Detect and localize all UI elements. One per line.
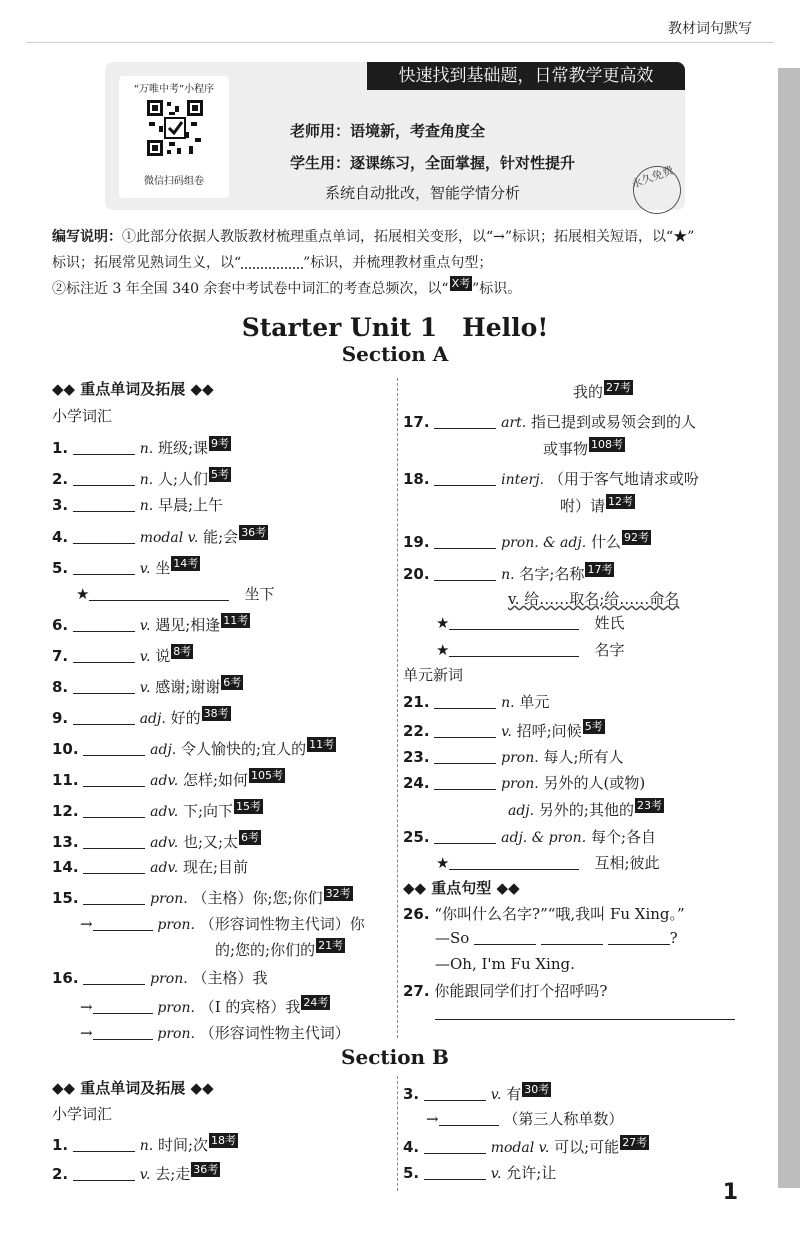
- column-divider: [397, 378, 398, 1038]
- answer-blank[interactable]: [474, 930, 536, 945]
- key-words-heading: ◆◆ 重点单词及拓展 ◆◆: [52, 380, 214, 398]
- list-item: 3. v. 有 30考: [403, 1083, 550, 1103]
- notes-line1: ①此部分依据人教版教材梳理重点单词，拓展相关变形，以“→”标识；拓展相关短语，以“★”: [122, 229, 695, 245]
- exam-badge: 23考: [636, 799, 662, 812]
- exam-badge: 5考: [584, 720, 603, 733]
- extended-meaning: v. 给……取名;给……命名: [508, 590, 680, 608]
- promo-student-line: 学生用：逐课练习，全面掌握，针对性提升: [290, 154, 576, 172]
- list-item: 11. adv. 怎样;如何 105考: [52, 769, 283, 789]
- primary-vocab-heading: 小学词汇: [52, 407, 113, 425]
- list-item: 24. pron. 另外的人(或物): [403, 774, 646, 792]
- cont-text: adj. 另外的;其他的 23考: [508, 799, 662, 819]
- answer-blank[interactable]: [73, 560, 135, 575]
- list-item: 5. v. 坐 14考: [52, 557, 199, 577]
- answer-blank[interactable]: [73, 710, 135, 725]
- phrase-item: ★ 互相;彼此: [436, 854, 660, 872]
- answer-blank[interactable]: [434, 566, 496, 581]
- exam-badge: 14考: [173, 557, 199, 570]
- phrase-item: ★ 坐下: [76, 585, 275, 603]
- list-item: 7. v. 说 8考: [52, 645, 192, 665]
- exam-badge: 15考: [236, 800, 261, 813]
- list-item: 4. modal v. 可以;可能 27考: [403, 1136, 648, 1156]
- qr-box[interactable]: [119, 76, 229, 198]
- answer-blank[interactable]: [93, 1025, 153, 1040]
- exam-badge: 108考: [591, 438, 624, 451]
- exam-badge: 38考: [203, 707, 229, 720]
- qr-title: “万唯中考”小程序: [133, 84, 215, 95]
- answer-blank[interactable]: [435, 1005, 735, 1020]
- answer-blank[interactable]: [93, 916, 153, 931]
- list-item: 25. adj. & pron. 每个;各自: [403, 828, 656, 846]
- sentence-item: 27. 你能跟同学们打个招呼吗?: [403, 982, 608, 1000]
- list-item: 20. n. 名字;名称 17考: [403, 563, 613, 583]
- exam-badge: 18考: [211, 1134, 237, 1147]
- answer-blank[interactable]: [73, 617, 135, 632]
- answer-blank[interactable]: [424, 1086, 486, 1101]
- answer-blank[interactable]: [89, 586, 229, 601]
- qr-caption: 微信扫码组卷: [144, 176, 204, 187]
- page-edge-tab: [778, 68, 800, 1188]
- answer-blank[interactable]: [83, 859, 145, 874]
- list-item: 18. interj. （用于客气地请求或吩: [403, 470, 699, 488]
- answer-blank[interactable]: [73, 679, 135, 694]
- wavy-marker: [241, 257, 303, 269]
- answer-blank[interactable]: [434, 775, 496, 790]
- exam-badge: 9考: [211, 437, 230, 450]
- list-item: 9. adj. 好的 38考: [52, 707, 229, 727]
- promo-banner: 快速找到基础题，日常教学更高效: [367, 62, 685, 90]
- list-item: 6. v. 遇见;相逢 11考: [52, 614, 249, 634]
- primary-vocab-heading: 小学词汇: [52, 1105, 113, 1123]
- exam-badge: 21考: [318, 939, 344, 952]
- list-item: 3. n. 早晨;上午: [52, 496, 224, 514]
- badge-example: X考: [451, 277, 471, 290]
- cont-text: 或事物 108考: [543, 438, 624, 458]
- star-icon: ★: [76, 585, 90, 603]
- promo-system-line: 系统自动批改，智能学情分析: [325, 184, 521, 202]
- exam-badge: 17考: [587, 563, 613, 576]
- free-stamp: 永久免费: [626, 159, 688, 221]
- derived-item: → （第三人称单数）: [426, 1110, 624, 1128]
- phrase-item: ★ 姓氏: [436, 614, 625, 632]
- exam-badge: 92考: [623, 531, 649, 544]
- exam-badge: 11考: [309, 738, 335, 751]
- answer-blank[interactable]: [541, 930, 603, 945]
- cont-text: 咐）请 12考: [560, 495, 634, 515]
- star-icon: ★: [436, 641, 450, 659]
- answer-blank[interactable]: [434, 414, 496, 429]
- sentence-blank-line: [435, 1005, 735, 1024]
- answer-blank[interactable]: [434, 694, 496, 709]
- promo-teacher-line: 老师用：语境新，考查角度全: [290, 122, 486, 140]
- list-item: 21. n. 单元: [403, 693, 550, 711]
- list-item: 14. adv. 现在;目前: [52, 858, 248, 876]
- list-item: 19. pron. & adj. 什么 92考: [403, 531, 649, 551]
- answer-blank[interactable]: [73, 440, 135, 455]
- section-b-title: Section B: [341, 1045, 449, 1069]
- arrow-icon: →: [80, 1024, 93, 1042]
- answer-blank[interactable]: [73, 497, 135, 512]
- list-item: 22. v. 招呼;问候 5考: [403, 720, 603, 740]
- answer-blank[interactable]: [439, 1111, 499, 1126]
- section-a-title: Section A: [341, 342, 449, 366]
- list-item: 23. pron. 每人;所有人: [403, 748, 624, 766]
- answer-blank[interactable]: [424, 1139, 486, 1154]
- editing-notes: [52, 224, 752, 302]
- list-item: 5. v. 允许;让: [403, 1164, 557, 1182]
- sentence-item: 26. “你叫什么名字?”“哦,我叫 Fu Xing。”: [403, 905, 685, 923]
- exam-badge: 36考: [193, 1163, 219, 1176]
- derived-item: → pron. （I 的宾格）我 24考: [80, 996, 329, 1016]
- answer-blank[interactable]: [83, 772, 145, 787]
- sentence-answer: —Oh, I'm Fu Xing.: [435, 955, 575, 973]
- list-item: 2. n. 人;人们 5考: [52, 468, 230, 488]
- answer-blank[interactable]: [424, 1165, 486, 1180]
- answer-blank[interactable]: [608, 930, 670, 945]
- derived-item: → pron. （形容词性物主代词）你: [80, 915, 365, 933]
- header-tag: 教材词句默写: [668, 21, 752, 37]
- exam-badge: 27考: [606, 381, 632, 394]
- list-item: 10. adj. 令人愉快的;宜人的 11考: [52, 738, 335, 758]
- exam-badge: 8考: [173, 645, 192, 658]
- notes-line2a: 标识；拓展常见熟词生义，以“: [52, 255, 242, 271]
- answer-blank[interactable]: [83, 834, 145, 849]
- unit-title: Starter Unit 1 Hello!: [241, 313, 549, 342]
- answer-blank[interactable]: [449, 615, 579, 630]
- list-item: 8. v. 感谢;谢谢 6考: [52, 676, 242, 696]
- list-item: 4. modal v. 能;会 36考: [52, 526, 267, 546]
- list-item: 16. pron. （主格）我: [52, 969, 268, 987]
- list-item: 1. n. 班级;课 9考: [52, 437, 230, 457]
- exam-badge: 105考: [251, 769, 283, 782]
- list-item: 15. pron. （主格）你;您;你们 32考: [52, 887, 351, 907]
- answer-blank[interactable]: [83, 890, 145, 905]
- answer-blank[interactable]: [83, 741, 145, 756]
- answer-blank[interactable]: [434, 534, 496, 549]
- notes-label: 编写说明：: [52, 229, 122, 245]
- phrase-item: ★ 名字: [436, 641, 625, 659]
- list-item: 1. n. 时间;次 18考: [52, 1134, 237, 1154]
- answer-blank[interactable]: [73, 1137, 135, 1152]
- answer-blank[interactable]: [73, 471, 135, 486]
- cont-text: 我的 27考: [573, 381, 632, 401]
- qr-code-icon: [145, 98, 205, 158]
- answer-blank[interactable]: [83, 970, 145, 985]
- sentence-blank-line: —So ?: [435, 929, 678, 947]
- exam-badge: 32考: [325, 887, 351, 900]
- answer-blank[interactable]: [73, 529, 135, 544]
- derived-item: → pron. （形容词性物主代词）: [80, 1024, 350, 1042]
- promo-panel: [105, 62, 685, 210]
- notes-line3b: ”标识。: [472, 281, 522, 297]
- list-item: 17. art. 指已提到或易领会到的人: [403, 413, 697, 431]
- exam-badge: 24考: [303, 996, 329, 1009]
- exam-badge: 6考: [223, 676, 242, 689]
- answer-blank[interactable]: [449, 855, 579, 870]
- exam-badge: 27考: [622, 1136, 648, 1149]
- answer-blank[interactable]: [83, 803, 145, 818]
- list-item: 12. adv. 下;向下 15考: [52, 800, 261, 820]
- unit-new-heading: 单元新词: [403, 666, 464, 684]
- star-icon: ★: [436, 614, 450, 632]
- answer-blank[interactable]: [434, 723, 496, 738]
- exam-badge: 11考: [223, 614, 249, 627]
- header-divider: [26, 42, 774, 43]
- derived-cont: 的;您的;你们的 21考: [215, 939, 344, 959]
- key-sentences-heading: ◆◆ 重点句型 ◆◆: [403, 879, 520, 897]
- list-item: 2. v. 去;走 36考: [52, 1163, 219, 1183]
- exam-badge: 6考: [241, 831, 260, 844]
- answer-blank[interactable]: [449, 642, 579, 657]
- exam-badge: 12考: [608, 495, 634, 508]
- answer-blank[interactable]: [73, 648, 135, 663]
- notes-line2b: ”标识，并梳理教材重点句型；: [303, 255, 493, 271]
- answer-blank[interactable]: [434, 829, 496, 844]
- column-divider: [397, 1076, 398, 1191]
- list-item: 13. adv. 也;又;太 6考: [52, 831, 260, 851]
- exam-badge: 5考: [211, 468, 230, 481]
- answer-blank[interactable]: [73, 1166, 135, 1181]
- answer-blank[interactable]: [434, 749, 496, 764]
- arrow-icon: →: [426, 1110, 439, 1128]
- answer-blank[interactable]: [93, 999, 153, 1014]
- answer-blank[interactable]: [434, 471, 496, 486]
- key-words-heading: ◆◆ 重点单词及拓展 ◆◆: [52, 1079, 214, 1097]
- exam-badge: 36考: [241, 526, 267, 539]
- star-icon: ★: [436, 854, 450, 872]
- arrow-icon: →: [80, 915, 93, 933]
- page-number: 1: [722, 1180, 738, 1205]
- arrow-icon: →: [80, 998, 93, 1016]
- exam-badge: 30考: [524, 1083, 550, 1096]
- notes-line3a: ②标注近 3 年全国 340 余套中考试卷中词汇的考查总频次，以“: [52, 281, 449, 297]
